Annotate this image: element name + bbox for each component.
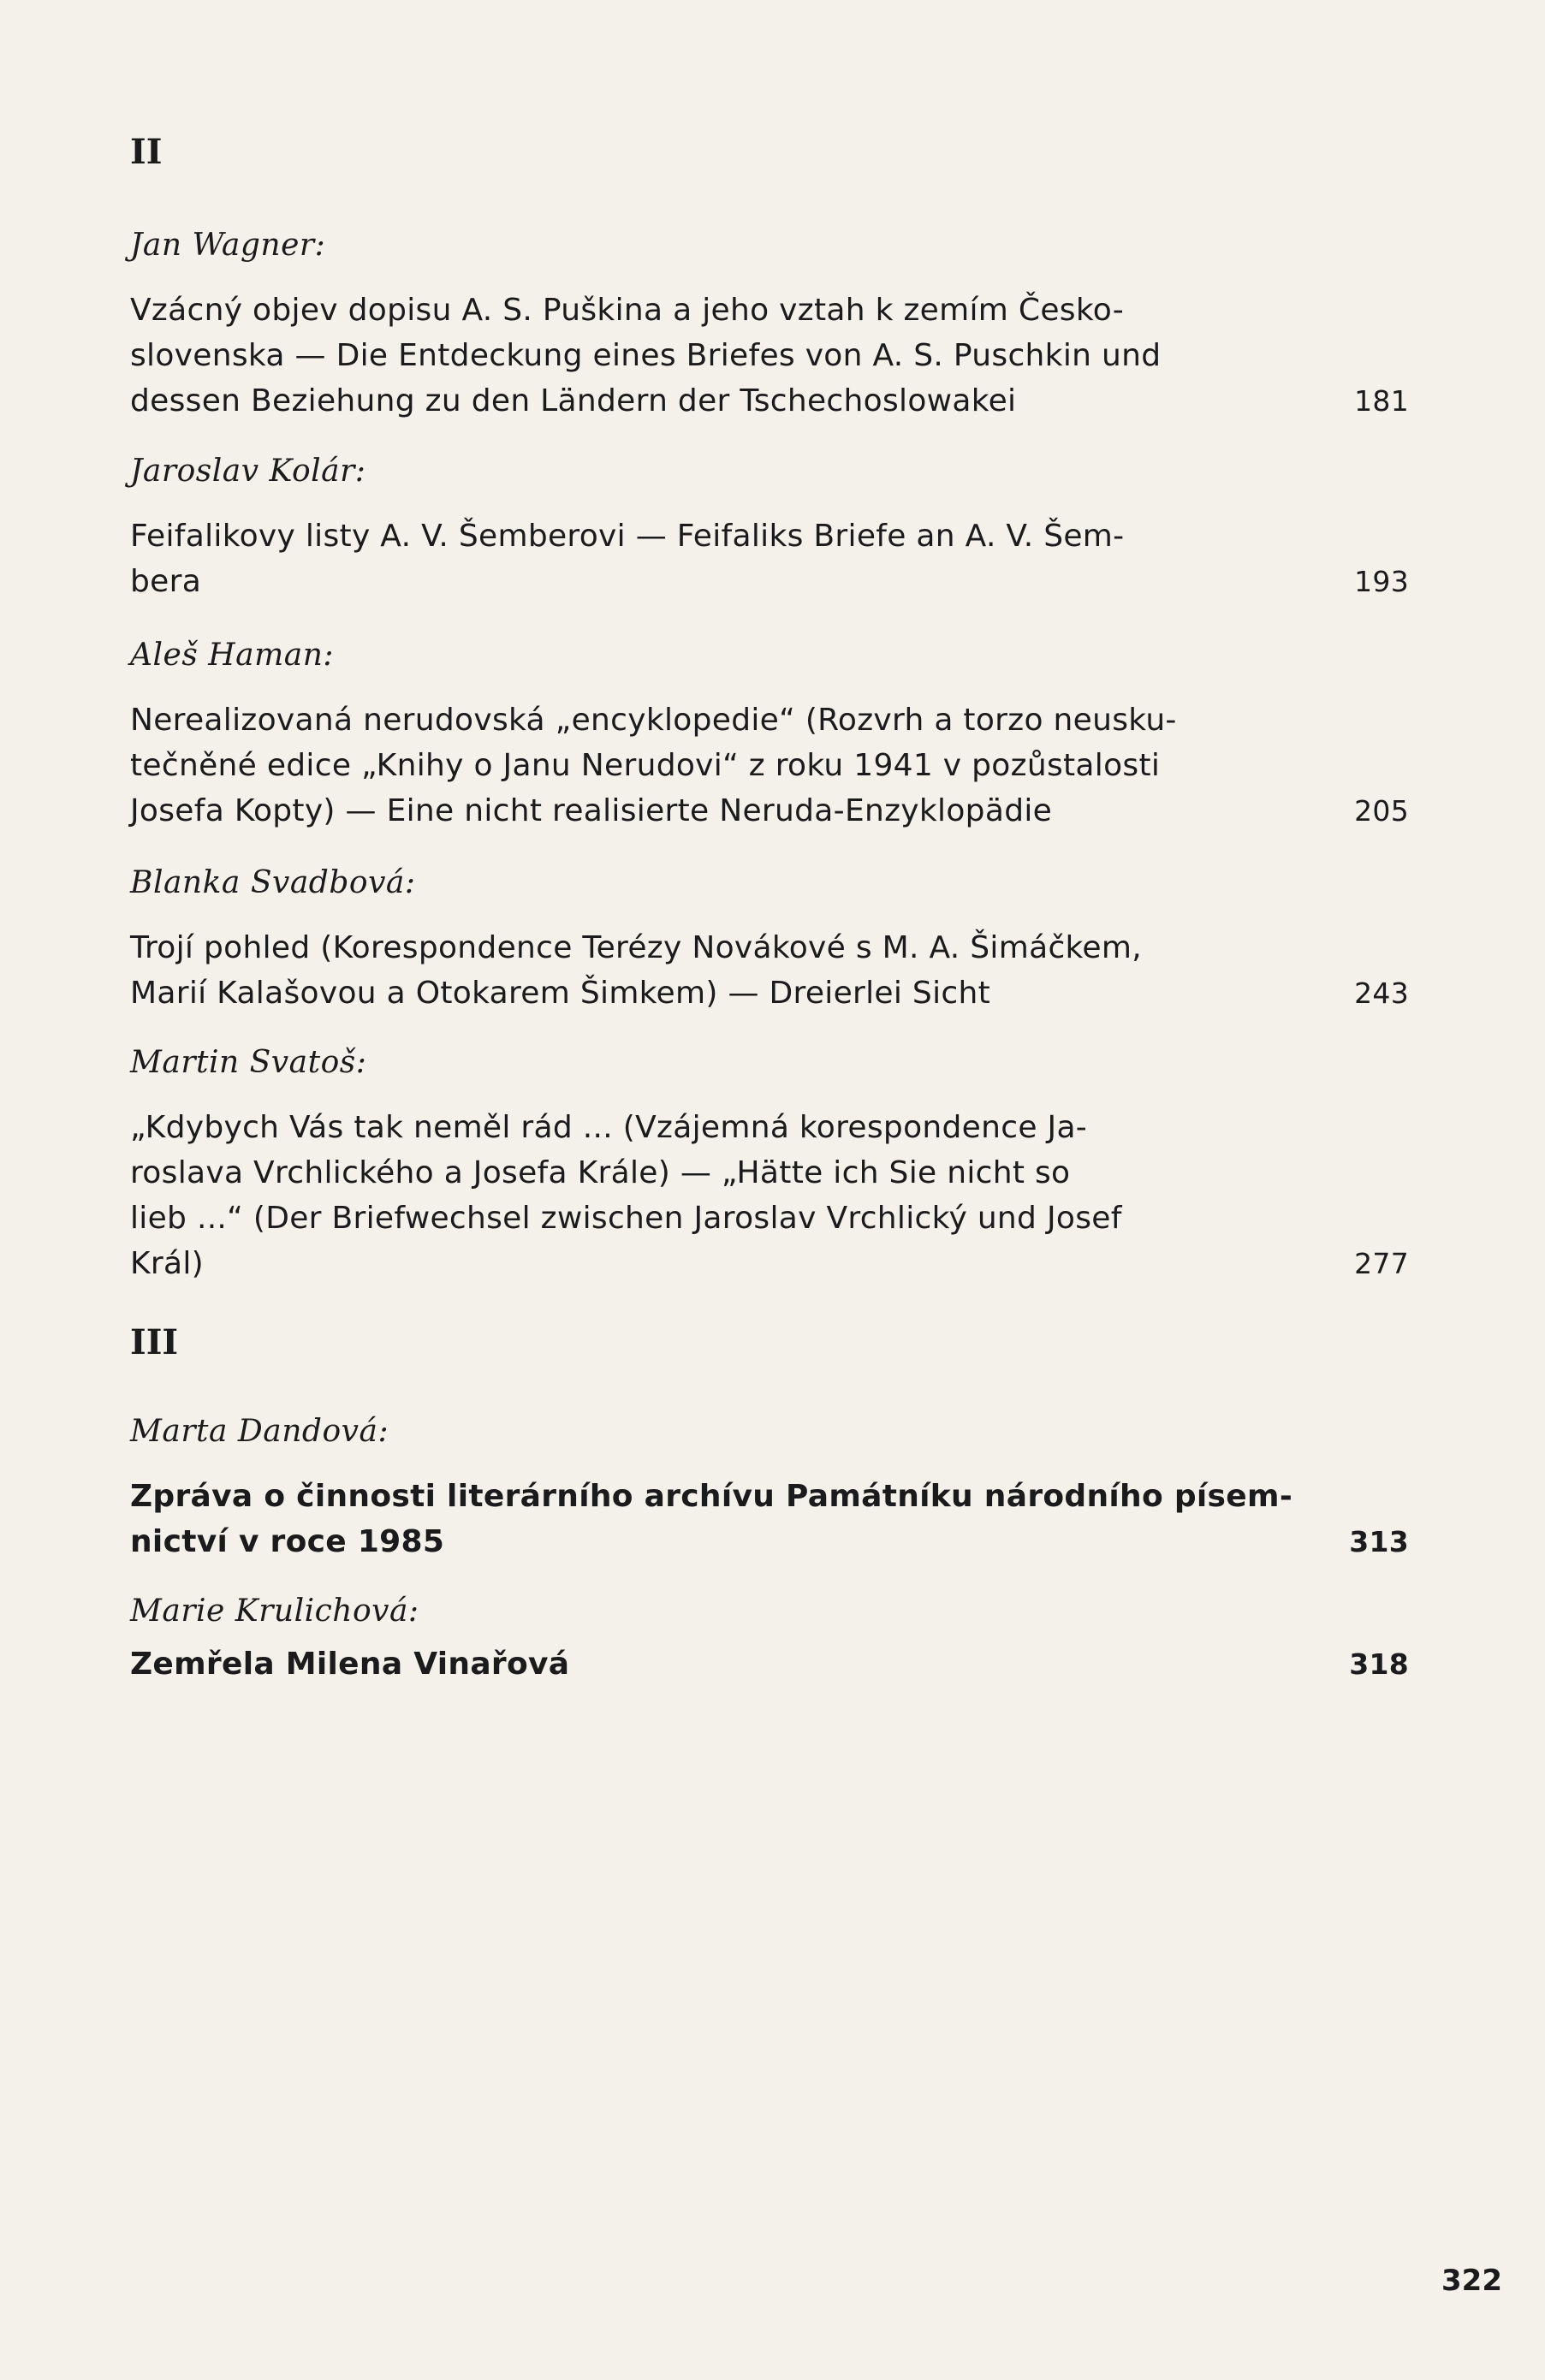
toc-entry [130, 1043, 1409, 1286]
toc-entry [130, 1592, 1409, 1687]
entry-title-line: roslava Vrchlického a Josefa Krále) — „Hätte ich Sie nicht so [130, 1155, 1071, 1190]
entry-title-line: Král) [130, 1246, 205, 1281]
entry-title-line: Zemřela Milena Vinařová [130, 1647, 570, 1682]
toc-entry [130, 636, 1409, 834]
entry-title-line-last [130, 970, 1409, 1016]
entry-title-line: Trojí pohled (Korespondence Terézy Novákové s M. A. Šimáčkem, [130, 930, 1142, 965]
entry-title-line: dessen Beziehung zu den Ländern der Tschechoslowakei [130, 383, 1017, 418]
entry-title-line: Zpráva o činnosti literárního archívu Památníku národního písem- [130, 1479, 1293, 1514]
entry-title-line: lieb ...“ (Der Briefwechsel zwischen Jaroslav Vrchlický und Josef [130, 1201, 1122, 1236]
toc-entry [130, 452, 1409, 604]
entry-author: Marta Dandová: [130, 1414, 389, 1449]
entry-title-line: tečněné edice „Knihy o Janu Nerudovi“ z roku 1941 v pozůstalosti [130, 748, 1161, 783]
toc-entry [130, 226, 1409, 424]
entry-title-line: Marií Kalašovou a Otokarem Šimkem) — Dreierlei Sicht [130, 976, 991, 1011]
entry-title-line: slovenska — Die Entdeckung eines Briefes von A. S. Puschkin und [130, 338, 1162, 373]
toc-entry [130, 864, 1409, 1016]
section-heading-iii: III [130, 1322, 179, 1362]
page-folio-number: 322 [1441, 2264, 1502, 2298]
entry-title-line-last [130, 378, 1409, 424]
entry-title-line: „Kdybych Vás tak neměl rád ... (Vzájemná korespondence Ja- [130, 1110, 1088, 1145]
entry-title-line: bera [130, 564, 202, 599]
entry-page-number: 277 [1354, 1247, 1409, 1280]
entry-page-number: 181 [1354, 384, 1409, 418]
entry-page-number: 318 [1349, 1647, 1409, 1681]
entry-page-number: 205 [1354, 794, 1409, 828]
entry-author: Jaroslav Kolár: [130, 454, 366, 489]
entry-page-number: 193 [1354, 565, 1409, 598]
entry-title-line: Vzácný objev dopisu A. S. Puškina a jeho vztah k zemím Česko- [130, 293, 1124, 328]
entry-title-line: nictví v roce 1985 [130, 1524, 445, 1559]
entry-author: Martin Svatoš: [130, 1045, 367, 1080]
entry-author: Jan Wagner: [130, 228, 326, 263]
entry-title-line: Josefa Kopty) — Eine nicht realisierte Neruda-Enzyklopädie [130, 793, 1053, 828]
entry-author: Marie Krulichová: [130, 1594, 419, 1629]
entry-title-line-last [130, 788, 1409, 834]
entry-title-line: Feifalikovy listy A. V. Šemberovi — Feifaliks Briefe an A. V. Šem- [130, 519, 1125, 554]
entry-title-line-last [130, 1641, 1409, 1687]
entry-title-line-last [130, 559, 1409, 604]
entry-title-line-last [130, 1519, 1409, 1564]
entry-page-number: 243 [1354, 976, 1409, 1010]
entry-title-line: Nerealizovaná nerudovská „encyklopedie“ (Rozvrh a torzo neusku- [130, 703, 1177, 738]
entry-title-line-last [130, 1241, 1409, 1286]
entry-author: Blanka Svadbová: [130, 865, 416, 900]
entry-page-number: 313 [1349, 1525, 1409, 1558]
toc-entry [130, 1412, 1409, 1564]
entry-author: Aleš Haman: [130, 638, 335, 673]
section-heading-ii: II [130, 132, 163, 172]
